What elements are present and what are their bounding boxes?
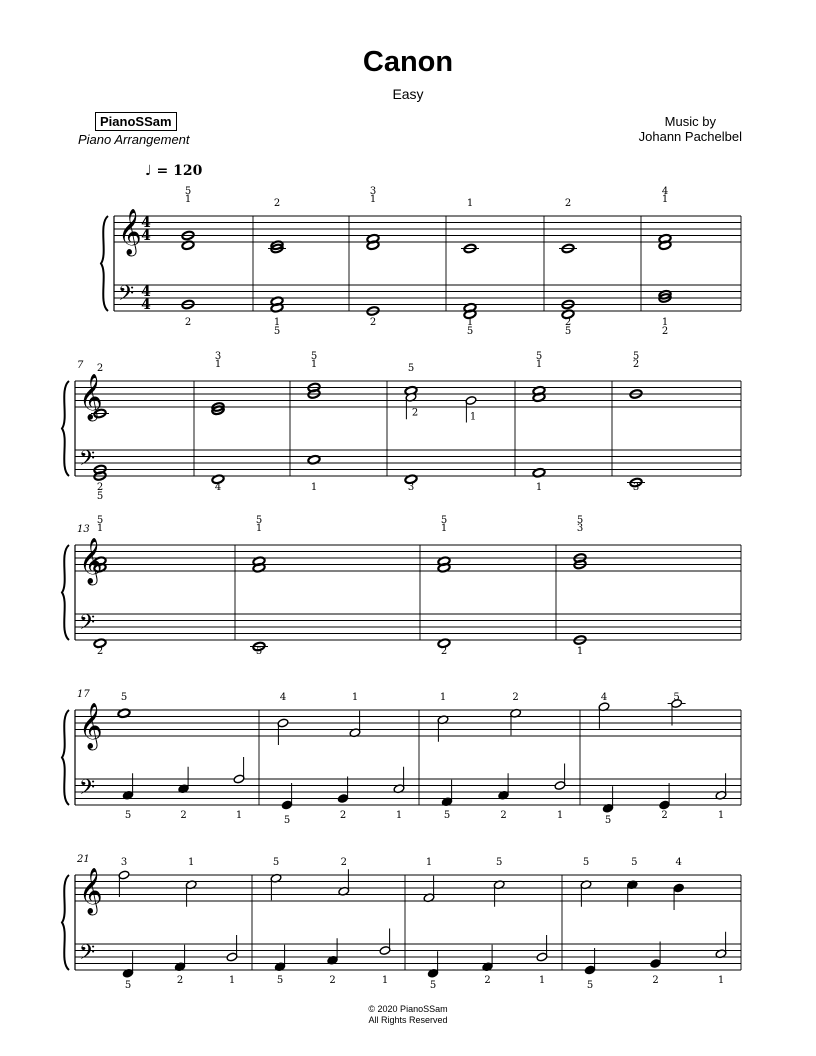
- fingering-number: 2: [329, 975, 336, 986]
- fingering-number: 5: [673, 692, 680, 703]
- fingering-number: 2: [500, 810, 507, 821]
- fingering-number: 1: [96, 523, 104, 534]
- brace: [62, 381, 69, 476]
- brand-logo: PianoSSam: [95, 112, 177, 131]
- fingering-number: 2: [632, 359, 640, 370]
- fingering-number: 2: [484, 975, 491, 986]
- fingering-number: 1: [535, 482, 543, 493]
- fingering-number: 5: [276, 975, 284, 986]
- fingering-number: 1: [661, 194, 669, 205]
- fingering-number: 1: [310, 359, 318, 370]
- fingering-number: 1: [466, 198, 474, 209]
- rights-text: All Rights Reserved: [368, 1015, 448, 1025]
- footer: [0, 1004, 816, 1026]
- fingering-number: 1: [184, 194, 192, 205]
- fingering-number: 1: [576, 646, 584, 657]
- fingering-number: 2: [411, 407, 419, 419]
- fingering-number: 1: [273, 317, 281, 328]
- fingering-number: 5: [429, 980, 437, 991]
- fingering-number: 1: [425, 857, 433, 868]
- fingering-number: 5: [466, 326, 474, 337]
- fingering-number: 5: [283, 815, 291, 826]
- quarter-note-icon: ♩: [145, 163, 152, 179]
- fingering-number: 1: [717, 975, 725, 986]
- bass-clef-icon: 𝄢: [79, 775, 96, 804]
- fingering-number: 2: [176, 975, 184, 986]
- fingering-number: 1: [310, 482, 318, 493]
- fingering-number: 5: [564, 326, 572, 337]
- fingering-number: 4: [661, 186, 669, 197]
- bass-clef-icon: 𝄢: [118, 281, 135, 310]
- fingering-number: 5: [272, 857, 280, 868]
- brace: [101, 216, 108, 311]
- fingering-number: 2: [652, 975, 659, 986]
- fingering-number: 1: [351, 692, 359, 703]
- fingering-number: 2: [339, 810, 347, 821]
- fingering-number: 5: [576, 515, 584, 526]
- bass-clef-icon: 𝄢: [79, 940, 96, 969]
- tempo-value: = 120: [156, 163, 203, 179]
- fingering-number: 4: [675, 857, 682, 868]
- fingering-number: 1: [439, 692, 447, 703]
- fingering-number: 5: [582, 857, 590, 868]
- time-signature: 4: [141, 228, 151, 244]
- fingering-number: 1: [466, 317, 474, 328]
- fingering-number: 5: [632, 351, 640, 362]
- treble-clef-icon: 𝄞: [79, 374, 103, 420]
- fingering-number: 1: [440, 523, 448, 534]
- fingering-number: 3: [369, 186, 377, 197]
- fingering-number: 1: [214, 359, 222, 370]
- piece-title: Canon: [362, 46, 454, 78]
- fingering-number: 4: [279, 692, 287, 703]
- fingering-number: 1: [188, 857, 195, 868]
- fingering-number: 1: [538, 975, 546, 986]
- fingering-number: 1: [369, 194, 377, 205]
- fingering-number: 5: [96, 491, 104, 502]
- treble-clef-icon: 𝄞: [79, 538, 103, 584]
- fingering-number: 1: [381, 975, 389, 986]
- fingering-number: 5: [124, 810, 132, 821]
- fingering-number: 1: [535, 359, 543, 370]
- fingering-number: 2: [340, 857, 347, 868]
- fingering-number: 2: [96, 482, 104, 493]
- brace: [62, 875, 69, 970]
- fingering-number: 1: [717, 810, 725, 821]
- arrangement-note: Piano Arrangement: [78, 132, 190, 147]
- treble-clef-icon: 𝄞: [118, 209, 142, 255]
- fingering-number: 2: [180, 810, 187, 821]
- measure-number: 17: [77, 689, 90, 700]
- treble-clef-icon: 𝄞: [79, 703, 103, 749]
- time-signature: 4: [141, 297, 151, 313]
- copyright-text: © 2020 PianoSSam: [368, 1004, 448, 1014]
- fingering-number: 5: [255, 646, 263, 657]
- fingering-number: 1: [661, 317, 669, 328]
- composer-name: Johann Pachelbel: [638, 129, 742, 144]
- fingering-number: 2: [184, 317, 192, 328]
- fingering-number: 3: [632, 482, 640, 493]
- measure-number: 7: [77, 360, 84, 371]
- fingering-number: 1: [255, 523, 263, 534]
- fingering-number: 5: [273, 326, 281, 337]
- time-signature: 4: [141, 284, 151, 300]
- treble-clef-icon: 𝄞: [79, 868, 103, 914]
- fingering-number: 2: [661, 810, 668, 821]
- measure-number: 21: [77, 854, 90, 865]
- fingering-number: 4: [214, 482, 222, 493]
- fingering-number: 5: [407, 363, 415, 374]
- fingering-number: 5: [586, 980, 594, 991]
- fingering-number: 5: [443, 810, 451, 821]
- fingering-number: 5: [96, 515, 104, 526]
- measure-number: 13: [77, 524, 90, 535]
- fingering-number: 5: [631, 857, 638, 868]
- fingering-number: 2: [96, 646, 104, 657]
- bass-clef-icon: 𝄢: [79, 446, 96, 475]
- fingering-number: 2: [273, 198, 281, 209]
- fingering-number: 5: [604, 815, 612, 826]
- fingering-number: 5: [184, 186, 192, 197]
- time-signature: 4: [141, 215, 151, 231]
- fingering-number: 2: [440, 646, 448, 657]
- fingering-number: 5: [496, 857, 503, 868]
- fingering-number: 3: [576, 523, 584, 534]
- fingering-number: 1: [228, 975, 236, 986]
- fingering-number: 4: [600, 692, 608, 703]
- bass-clef-icon: 𝄢: [79, 610, 96, 639]
- fingering-number: 5: [120, 692, 128, 703]
- fingering-number: 5: [310, 351, 318, 362]
- brace: [62, 545, 69, 640]
- fingering-number: 2: [661, 326, 669, 337]
- fingering-number: 5: [124, 980, 132, 991]
- fingering-number: 1: [235, 810, 243, 821]
- fingering-number: 3: [214, 351, 222, 362]
- fingering-number: 1: [469, 411, 477, 423]
- fingering-number: 1: [395, 810, 403, 821]
- fingering-number: 2: [564, 317, 572, 328]
- fingering-number: 3: [407, 482, 415, 493]
- fingering-number: 2: [564, 198, 572, 209]
- fingering-number: 5: [255, 515, 263, 526]
- difficulty-subtitle: Easy: [392, 86, 424, 102]
- fingering-number: 5: [535, 351, 543, 362]
- composer-label: Music by: [664, 114, 716, 129]
- fingering-number: 2: [512, 692, 519, 703]
- fingering-number: 3: [120, 857, 128, 868]
- brace: [62, 710, 69, 805]
- fingering-number: 1: [556, 810, 564, 821]
- fingering-number: 5: [440, 515, 448, 526]
- fingering-number: 2: [369, 317, 377, 328]
- fingering-number: 2: [96, 363, 104, 374]
